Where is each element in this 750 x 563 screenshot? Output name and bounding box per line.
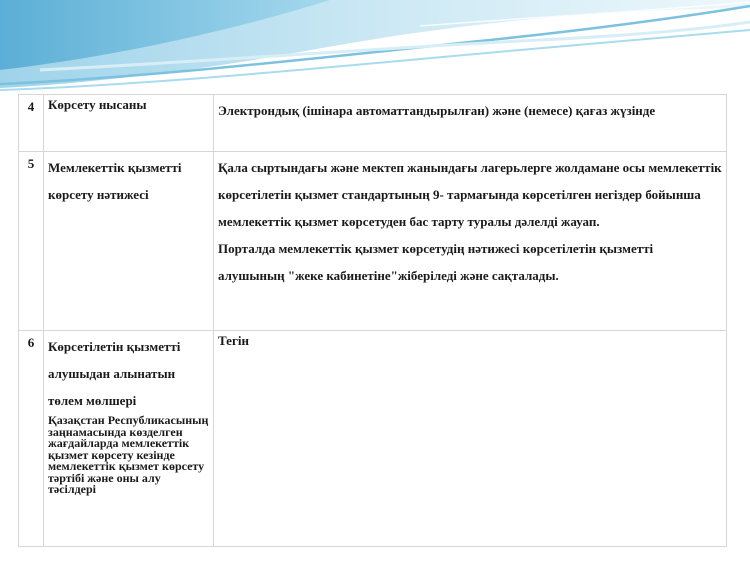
row-label (44, 331, 214, 547)
row-number: 5 (19, 152, 44, 331)
fee-label: Көрсетілетін қызметті алушыдан алынатын төлем мөлшері (48, 339, 181, 408)
row-label: Көрсету нысаны (44, 95, 214, 152)
procedure-label: Қазақстан Республикасының заңнамасында көзделген жағдайларда мемлекеттік қызмет көрсету кезінде мемлекеттік қызмет көрсету тәртібі және оны алу тәсілдері (48, 413, 209, 496)
row-value: Электрондық (ішінара автоматтандырылған) және (немесе) қағаз жүзінде (214, 95, 727, 152)
result-paragraph: Қала сыртындағы және мектеп жанындағы лагерьлерге жолдамане осы мемлекеттік көрсетілетін қызмет стандартының 9- тармағында көрсетілген негіздер бойынша мемлекеттік қызмет көрсетуден бас тарту туралы дәлелді жауап. (218, 160, 722, 229)
table-row (19, 95, 727, 152)
row-number: 6 (19, 331, 44, 547)
row-number: 4 (19, 95, 44, 152)
service-info-table (18, 94, 727, 547)
table-row (19, 152, 727, 331)
row-value: Тегін (214, 331, 727, 547)
row-label: Мемлекеттік қызметті көрсету нәтижесі (44, 152, 214, 331)
decorative-wave-banner (0, 0, 750, 95)
row-value (214, 152, 727, 331)
table-row (19, 331, 727, 547)
portal-paragraph: Порталда мемлекеттік қызмет көрсетудің нәтижесі көрсетілетін қызметті алушының "жеке кабинетіне"жіберіледі және сақталады. (218, 241, 654, 283)
